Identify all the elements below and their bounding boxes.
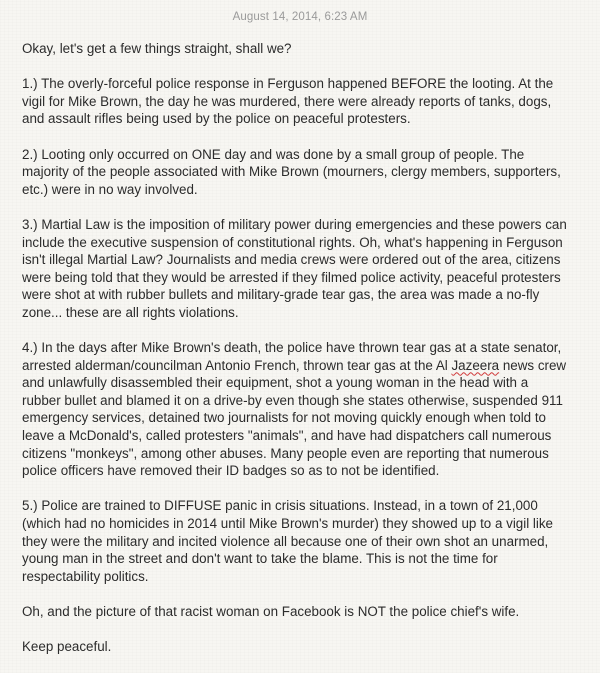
text-line: police officers have removed their ID badges so as to not be identified.	[22, 463, 440, 479]
text-line-with-spellcheck	[22, 357, 584, 375]
text-line: leave a McDonald's, called protesters "animals", and have had dispatchers call numerous	[22, 428, 552, 444]
text-fragment: news crew	[499, 357, 567, 373]
misspelled-word[interactable]: Jazeera	[451, 357, 500, 373]
text-line: 2.) Looting only occurred on ONE day and was done by a small group of people. The	[22, 146, 525, 162]
text-line: they were the military and incited violence all because one of their own shot an unarmed,	[22, 533, 549, 549]
paragraph-facebook	[22, 603, 584, 621]
note-body[interactable]	[22, 40, 584, 673]
text-fragment: arrested alderman/councilman Antonio French, thrown tear gas at the Al	[22, 357, 452, 373]
text-line: include the executive suspension of constitutional rights. Oh, what's happening in Ferguson	[22, 234, 563, 250]
text-line: 1.) The overly-forceful police response in Ferguson happened BEFORE the looting. At the	[22, 76, 554, 92]
text-line: rubber bullet and blamed it on a drive-by even though she states otherwise, suspended 911	[22, 392, 563, 408]
text-line: isn't illegal Martial Law? Journalists and media crews were ordered out of the area, citizens	[22, 252, 561, 268]
paragraph-point-2	[22, 146, 584, 199]
text-line: Okay, let's get a few things straight, shall we?	[22, 41, 292, 56]
text-line: zone... these are all rights violations.	[22, 304, 239, 320]
text-line: 4.) In the days after Mike Brown's death, the police have thrown tear gas at a state senator,	[22, 340, 562, 356]
paragraph-point-3	[22, 216, 584, 322]
text-line: majority of the people associated with Mike Brown (mourners, clergy members, supporters,	[22, 164, 561, 180]
text-line: emergency services, detained two journalists for not moving quickly enough when told to	[22, 410, 547, 426]
text-line: 5.) Police are trained to DIFFUSE panic in crisis situations. Instead, in a town of 21,000	[22, 498, 538, 514]
text-line: and assault rifles being used by the police on peaceful protesters.	[22, 111, 411, 127]
text-line: were shot at with rubber bullets and military-grade tear gas, the area was made a no-fly	[22, 287, 540, 303]
paragraph-closing	[22, 638, 584, 656]
note-timestamp: August 14, 2014, 6:23 AM	[232, 11, 368, 23]
text-line: respectability politics.	[22, 568, 149, 584]
text-line: Keep peaceful.	[22, 639, 112, 655]
text-line: young man in the street and don't want to take the blame. This is not the time for	[22, 551, 498, 567]
paragraph-point-1	[22, 75, 584, 128]
paragraph-point-4	[22, 339, 584, 480]
text-line: were being told that they would be arrested if they filmed police activity, peaceful protesters	[22, 269, 561, 285]
text-line: citizens "monkeys", among other abuses. Many people even are reporting that numerous	[22, 445, 549, 461]
paragraph-point-5	[22, 497, 584, 585]
text-line: 3.) Martial Law is the imposition of military power during emergencies and these powers can	[22, 216, 567, 232]
text-line: (which had no homicides in 2014 until Mike Brown's murder) they showed up to a vigil like	[22, 516, 554, 532]
text-line: and unlawfully disassembled their equipment, shot a young woman in the head with a	[22, 375, 529, 391]
text-line: vigil for Mike Brown, the day he was murdered, there were already reports of tanks, dogs,	[22, 93, 552, 109]
text-line: Oh, and the picture of that racist woman on Facebook is NOT the police chief's wife.	[22, 604, 520, 619]
text-line: etc.) were in no way involved.	[22, 181, 198, 197]
paragraph-intro	[22, 40, 584, 58]
